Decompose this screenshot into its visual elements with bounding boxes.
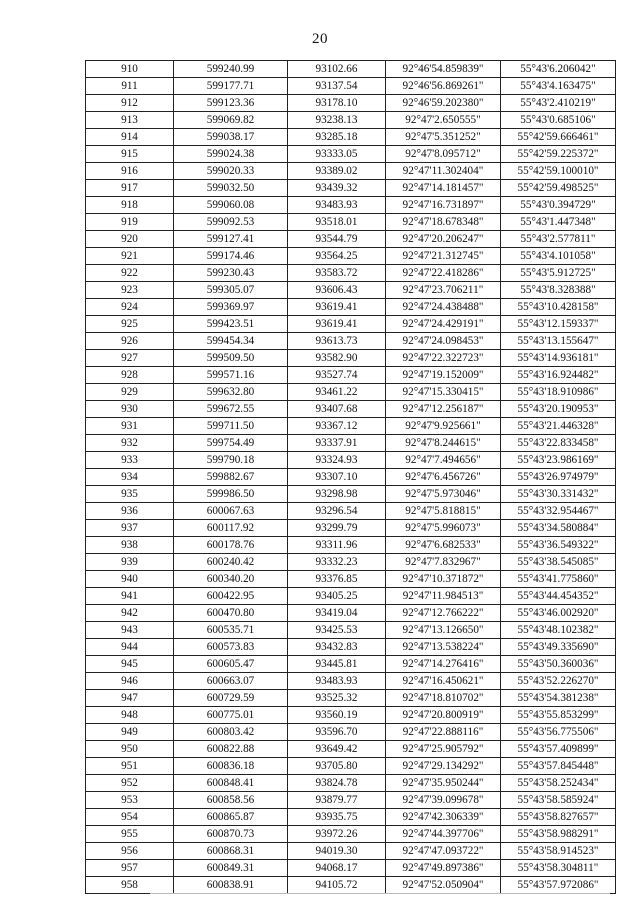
point-number-cell: 927 — [86, 350, 174, 367]
latitude-cell: 55°43'58.988291" — [501, 826, 616, 843]
y-coordinate-cell: 93525.32 — [288, 690, 386, 707]
point-number-cell: 915 — [86, 146, 174, 163]
y-coordinate-cell: 93425.53 — [288, 622, 386, 639]
x-coordinate-cell: 599060.08 — [174, 197, 288, 214]
x-coordinate-cell: 599790.18 — [174, 452, 288, 469]
page-number: 20 — [312, 31, 328, 47]
latitude-cell: 55°43'20.190953" — [501, 401, 616, 418]
latitude-cell: 55°43'23.986169" — [501, 452, 616, 469]
x-coordinate-cell: 599754.49 — [174, 435, 288, 452]
longitude-cell: 92°47'18.678348" — [386, 214, 501, 231]
table-row — [86, 350, 616, 367]
x-coordinate-cell: 600573.83 — [174, 639, 288, 656]
x-coordinate-cell: 600803.42 — [174, 724, 288, 741]
longitude-cell: 92°47'8.095712" — [386, 146, 501, 163]
x-coordinate-cell: 600470.80 — [174, 605, 288, 622]
point-number-cell: 948 — [86, 707, 174, 724]
latitude-cell: 55°43'4.101058" — [501, 248, 616, 265]
x-coordinate-cell: 600067.63 — [174, 503, 288, 520]
y-coordinate-cell: 93299.79 — [288, 520, 386, 537]
table-row — [86, 316, 616, 333]
point-number-cell: 955 — [86, 826, 174, 843]
latitude-cell: 55°43'4.163475" — [501, 78, 616, 95]
table-row — [86, 214, 616, 231]
table-row — [86, 537, 616, 554]
longitude-cell: 92°47'8.244615" — [386, 435, 501, 452]
table-row — [86, 180, 616, 197]
y-coordinate-cell: 93824.78 — [288, 775, 386, 792]
y-coordinate-cell: 93307.10 — [288, 469, 386, 486]
latitude-cell: 55°43'18.910986" — [501, 384, 616, 401]
point-number-cell: 932 — [86, 435, 174, 452]
point-number-cell: 919 — [86, 214, 174, 231]
table-row — [86, 554, 616, 571]
longitude-cell: 92°47'39.099678" — [386, 792, 501, 809]
y-coordinate-cell: 94019.30 — [288, 843, 386, 860]
longitude-cell: 92°47'20.800919" — [386, 707, 501, 724]
point-number-cell: 916 — [86, 163, 174, 180]
point-number-cell: 926 — [86, 333, 174, 350]
y-coordinate-cell: 94068.17 — [288, 860, 386, 877]
longitude-cell: 92°47'9.925661" — [386, 418, 501, 435]
y-coordinate-cell: 93333.05 — [288, 146, 386, 163]
coordinates-table — [85, 60, 616, 894]
latitude-cell: 55°43'57.845448" — [501, 758, 616, 775]
latitude-cell: 55°43'5.912725" — [501, 265, 616, 282]
y-coordinate-cell: 93619.41 — [288, 316, 386, 333]
table-row — [86, 129, 616, 146]
point-number-cell: 933 — [86, 452, 174, 469]
x-coordinate-cell: 600422.95 — [174, 588, 288, 605]
point-number-cell: 947 — [86, 690, 174, 707]
x-coordinate-cell: 600865.87 — [174, 809, 288, 826]
longitude-cell: 92°47'6.682533" — [386, 537, 501, 554]
x-coordinate-cell: 600117.92 — [174, 520, 288, 537]
latitude-cell: 55°43'58.304811" — [501, 860, 616, 877]
table-row — [86, 282, 616, 299]
point-number-cell: 938 — [86, 537, 174, 554]
x-coordinate-cell: 600868.31 — [174, 843, 288, 860]
longitude-cell: 92°46'56.869261" — [386, 78, 501, 95]
table-row — [86, 588, 616, 605]
y-coordinate-cell: 93298.98 — [288, 486, 386, 503]
x-coordinate-cell: 599632.80 — [174, 384, 288, 401]
point-number-cell: 944 — [86, 639, 174, 656]
longitude-cell: 92°47'6.456726" — [386, 469, 501, 486]
x-coordinate-cell: 599127.41 — [174, 231, 288, 248]
longitude-cell: 92°47'24.438488" — [386, 299, 501, 316]
table-row — [86, 401, 616, 418]
longitude-cell: 92°47'25.905792" — [386, 741, 501, 758]
point-number-cell: 939 — [86, 554, 174, 571]
latitude-cell: 55°42'59.225372" — [501, 146, 616, 163]
latitude-cell: 55°43'22.833458" — [501, 435, 616, 452]
table-row — [86, 78, 616, 95]
table-row — [86, 333, 616, 350]
y-coordinate-cell: 93596.70 — [288, 724, 386, 741]
point-number-cell: 943 — [86, 622, 174, 639]
longitude-cell: 92°47'13.538224" — [386, 639, 501, 656]
latitude-cell: 55°43'48.102382" — [501, 622, 616, 639]
latitude-cell: 55°43'49.335690" — [501, 639, 616, 656]
point-number-cell: 940 — [86, 571, 174, 588]
y-coordinate-cell: 93285.18 — [288, 129, 386, 146]
table-row — [86, 571, 616, 588]
table-row — [86, 452, 616, 469]
y-coordinate-cell: 93178.10 — [288, 95, 386, 112]
point-number-cell: 942 — [86, 605, 174, 622]
longitude-cell: 92°47'15.330415" — [386, 384, 501, 401]
x-coordinate-cell: 599509.50 — [174, 350, 288, 367]
y-coordinate-cell: 93296.54 — [288, 503, 386, 520]
latitude-cell: 55°43'14.936181" — [501, 350, 616, 367]
longitude-cell: 92°47'23.706211" — [386, 282, 501, 299]
latitude-cell: 55°43'44.454352" — [501, 588, 616, 605]
y-coordinate-cell: 93582.90 — [288, 350, 386, 367]
longitude-cell: 92°47'7.494656" — [386, 452, 501, 469]
y-coordinate-cell: 93432.83 — [288, 639, 386, 656]
point-number-cell: 914 — [86, 129, 174, 146]
y-coordinate-cell: 93137.54 — [288, 78, 386, 95]
x-coordinate-cell: 599032.50 — [174, 180, 288, 197]
x-coordinate-cell: 600838.91 — [174, 877, 288, 894]
table-row — [86, 418, 616, 435]
x-coordinate-cell: 599369.97 — [174, 299, 288, 316]
point-number-cell: 913 — [86, 112, 174, 129]
longitude-cell: 92°46'59.202380" — [386, 95, 501, 112]
y-coordinate-cell: 93972.26 — [288, 826, 386, 843]
longitude-cell: 92°47'24.098453" — [386, 333, 501, 350]
table-row — [86, 503, 616, 520]
x-coordinate-cell: 599038.17 — [174, 129, 288, 146]
table-row — [86, 707, 616, 724]
latitude-cell: 55°43'0.394729" — [501, 197, 616, 214]
table-row — [86, 197, 616, 214]
longitude-cell: 92°46'54.859839" — [386, 61, 501, 78]
longitude-cell: 92°47'18.810702" — [386, 690, 501, 707]
latitude-cell: 55°43'1.447348" — [501, 214, 616, 231]
longitude-cell: 92°47'5.973046" — [386, 486, 501, 503]
longitude-cell: 92°47'24.429191" — [386, 316, 501, 333]
longitude-cell: 92°47'22.322723" — [386, 350, 501, 367]
y-coordinate-cell: 93311.96 — [288, 537, 386, 554]
latitude-cell: 55°43'0.685106" — [501, 112, 616, 129]
longitude-cell: 92°47'5.818815" — [386, 503, 501, 520]
x-coordinate-cell: 600240.42 — [174, 554, 288, 571]
longitude-cell: 92°47'11.984513" — [386, 588, 501, 605]
point-number-cell: 912 — [86, 95, 174, 112]
x-coordinate-cell: 599571.16 — [174, 367, 288, 384]
table-row — [86, 265, 616, 282]
y-coordinate-cell: 93389.02 — [288, 163, 386, 180]
point-number-cell: 937 — [86, 520, 174, 537]
table-row — [86, 809, 616, 826]
latitude-cell: 55°43'57.409899" — [501, 741, 616, 758]
table-row — [86, 775, 616, 792]
point-number-cell: 917 — [86, 180, 174, 197]
latitude-cell: 55°43'16.924482" — [501, 367, 616, 384]
latitude-cell: 55°43'54.381238" — [501, 690, 616, 707]
latitude-cell: 55°43'41.775860" — [501, 571, 616, 588]
latitude-cell: 55°43'55.853299" — [501, 707, 616, 724]
latitude-cell: 55°43'58.914523" — [501, 843, 616, 860]
point-number-cell: 931 — [86, 418, 174, 435]
point-number-cell: 911 — [86, 78, 174, 95]
table-row — [86, 231, 616, 248]
latitude-cell: 55°43'13.155647" — [501, 333, 616, 350]
longitude-cell: 92°47'10.371872" — [386, 571, 501, 588]
y-coordinate-cell: 93367.12 — [288, 418, 386, 435]
longitude-cell: 92°47'12.256187" — [386, 401, 501, 418]
latitude-cell: 55°43'21.446328" — [501, 418, 616, 435]
x-coordinate-cell: 599305.07 — [174, 282, 288, 299]
table-row — [86, 843, 616, 860]
point-number-cell: 923 — [86, 282, 174, 299]
table-row — [86, 367, 616, 384]
latitude-cell: 55°43'52.226270" — [501, 673, 616, 690]
point-number-cell: 928 — [86, 367, 174, 384]
latitude-cell: 55°43'58.827657" — [501, 809, 616, 826]
longitude-cell: 92°47'11.302404" — [386, 163, 501, 180]
y-coordinate-cell: 93407.68 — [288, 401, 386, 418]
table-row — [86, 435, 616, 452]
y-coordinate-cell: 93705.80 — [288, 758, 386, 775]
y-coordinate-cell: 93483.93 — [288, 673, 386, 690]
y-coordinate-cell: 93337.91 — [288, 435, 386, 452]
y-coordinate-cell: 93461.22 — [288, 384, 386, 401]
longitude-cell: 92°47'2.650555" — [386, 112, 501, 129]
longitude-cell: 92°47'22.418286" — [386, 265, 501, 282]
x-coordinate-cell: 599240.99 — [174, 61, 288, 78]
x-coordinate-cell: 600729.59 — [174, 690, 288, 707]
y-coordinate-cell: 93324.93 — [288, 452, 386, 469]
point-number-cell: 930 — [86, 401, 174, 418]
longitude-cell: 92°47'16.450621" — [386, 673, 501, 690]
x-coordinate-cell: 600822.88 — [174, 741, 288, 758]
y-coordinate-cell: 93238.13 — [288, 112, 386, 129]
latitude-cell: 55°42'59.100010" — [501, 163, 616, 180]
table-row — [86, 724, 616, 741]
point-number-cell: 922 — [86, 265, 174, 282]
x-coordinate-cell: 599177.71 — [174, 78, 288, 95]
x-coordinate-cell: 599882.67 — [174, 469, 288, 486]
y-coordinate-cell: 93583.72 — [288, 265, 386, 282]
y-coordinate-cell: 93405.25 — [288, 588, 386, 605]
x-coordinate-cell: 600836.18 — [174, 758, 288, 775]
point-number-cell: 918 — [86, 197, 174, 214]
latitude-cell: 55°43'50.360036" — [501, 656, 616, 673]
longitude-cell: 92°47'7.832967" — [386, 554, 501, 571]
longitude-cell: 92°47'5.351252" — [386, 129, 501, 146]
x-coordinate-cell: 599123.36 — [174, 95, 288, 112]
table-row — [86, 163, 616, 180]
point-number-cell: 921 — [86, 248, 174, 265]
latitude-cell: 55°43'58.252434" — [501, 775, 616, 792]
point-number-cell: 958 — [86, 877, 174, 894]
y-coordinate-cell: 93619.41 — [288, 299, 386, 316]
table-row — [86, 826, 616, 843]
table-row — [86, 622, 616, 639]
latitude-cell: 55°43'26.974979" — [501, 469, 616, 486]
longitude-cell: 92°47'44.397706" — [386, 826, 501, 843]
y-coordinate-cell: 93332.23 — [288, 554, 386, 571]
table-row — [86, 146, 616, 163]
x-coordinate-cell: 599024.38 — [174, 146, 288, 163]
table-row — [86, 741, 616, 758]
longitude-cell: 92°47'14.276416" — [386, 656, 501, 673]
y-coordinate-cell: 93102.66 — [288, 61, 386, 78]
point-number-cell: 954 — [86, 809, 174, 826]
latitude-cell: 55°43'12.159337" — [501, 316, 616, 333]
y-coordinate-cell: 94105.72 — [288, 877, 386, 894]
x-coordinate-cell: 600870.73 — [174, 826, 288, 843]
x-coordinate-cell: 599092.53 — [174, 214, 288, 231]
latitude-cell: 55°43'46.002920" — [501, 605, 616, 622]
x-coordinate-cell: 599672.55 — [174, 401, 288, 418]
y-coordinate-cell: 93483.93 — [288, 197, 386, 214]
x-coordinate-cell: 600535.71 — [174, 622, 288, 639]
x-coordinate-cell: 599454.34 — [174, 333, 288, 350]
x-coordinate-cell: 599020.33 — [174, 163, 288, 180]
point-number-cell: 925 — [86, 316, 174, 333]
y-coordinate-cell: 93879.77 — [288, 792, 386, 809]
table-row — [86, 112, 616, 129]
table-row — [86, 860, 616, 877]
latitude-cell: 55°43'2.410219" — [501, 95, 616, 112]
y-coordinate-cell: 93560.19 — [288, 707, 386, 724]
table-row — [86, 486, 616, 503]
y-coordinate-cell: 93613.73 — [288, 333, 386, 350]
longitude-cell: 92°47'19.152009" — [386, 367, 501, 384]
y-coordinate-cell: 93376.85 — [288, 571, 386, 588]
table-row — [86, 384, 616, 401]
latitude-cell: 55°43'32.954467" — [501, 503, 616, 520]
point-number-cell: 920 — [86, 231, 174, 248]
y-coordinate-cell: 93419.04 — [288, 605, 386, 622]
table-row — [86, 61, 616, 78]
y-coordinate-cell: 93606.43 — [288, 282, 386, 299]
point-number-cell: 946 — [86, 673, 174, 690]
point-number-cell: 949 — [86, 724, 174, 741]
point-number-cell: 945 — [86, 656, 174, 673]
x-coordinate-cell: 599423.51 — [174, 316, 288, 333]
latitude-cell: 55°43'56.775506" — [501, 724, 616, 741]
point-number-cell: 935 — [86, 486, 174, 503]
table-row — [86, 673, 616, 690]
latitude-cell: 55°43'57.972086" — [501, 877, 616, 894]
longitude-cell: 92°47'14.181457" — [386, 180, 501, 197]
x-coordinate-cell: 600340.20 — [174, 571, 288, 588]
latitude-cell: 55°42'59.666461" — [501, 129, 616, 146]
longitude-cell: 92°47'47.093722" — [386, 843, 501, 860]
table-row — [86, 605, 616, 622]
y-coordinate-cell: 93649.42 — [288, 741, 386, 758]
longitude-cell: 92°47'52.050904" — [386, 877, 501, 894]
latitude-cell: 55°43'34.580884" — [501, 520, 616, 537]
longitude-cell: 92°47'21.312745" — [386, 248, 501, 265]
bottom-rule — [150, 893, 610, 894]
table-row — [86, 248, 616, 265]
point-number-cell: 953 — [86, 792, 174, 809]
y-coordinate-cell: 93439.32 — [288, 180, 386, 197]
latitude-cell: 55°43'2.577811" — [501, 231, 616, 248]
table-row — [86, 877, 616, 894]
longitude-cell: 92°47'12.766222" — [386, 605, 501, 622]
y-coordinate-cell: 93527.74 — [288, 367, 386, 384]
longitude-cell: 92°47'35.950244" — [386, 775, 501, 792]
longitude-cell: 92°47'5.996073" — [386, 520, 501, 537]
y-coordinate-cell: 93518.01 — [288, 214, 386, 231]
y-coordinate-cell: 93564.25 — [288, 248, 386, 265]
point-number-cell: 950 — [86, 741, 174, 758]
latitude-cell: 55°43'8.328388" — [501, 282, 616, 299]
latitude-cell: 55°43'58.585924" — [501, 792, 616, 809]
table-row — [86, 656, 616, 673]
point-number-cell: 951 — [86, 758, 174, 775]
x-coordinate-cell: 600605.47 — [174, 656, 288, 673]
x-coordinate-cell: 600663.07 — [174, 673, 288, 690]
point-number-cell: 941 — [86, 588, 174, 605]
point-number-cell: 924 — [86, 299, 174, 316]
point-number-cell: 934 — [86, 469, 174, 486]
y-coordinate-cell: 93445.81 — [288, 656, 386, 673]
longitude-cell: 92°47'42.306339" — [386, 809, 501, 826]
longitude-cell: 92°47'13.126650" — [386, 622, 501, 639]
table-row — [86, 758, 616, 775]
latitude-cell: 55°43'36.549322" — [501, 537, 616, 554]
point-number-cell: 929 — [86, 384, 174, 401]
point-number-cell: 957 — [86, 860, 174, 877]
point-number-cell: 936 — [86, 503, 174, 520]
x-coordinate-cell: 600178.76 — [174, 537, 288, 554]
table-row — [86, 792, 616, 809]
longitude-cell: 92°47'20.206247" — [386, 231, 501, 248]
longitude-cell: 92°47'22.888116" — [386, 724, 501, 741]
x-coordinate-cell: 599174.46 — [174, 248, 288, 265]
point-number-cell: 952 — [86, 775, 174, 792]
x-coordinate-cell: 600858.56 — [174, 792, 288, 809]
x-coordinate-cell: 600848.41 — [174, 775, 288, 792]
x-coordinate-cell: 599986.50 — [174, 486, 288, 503]
longitude-cell: 92°47'29.134292" — [386, 758, 501, 775]
table-row — [86, 469, 616, 486]
latitude-cell: 55°43'30.331432" — [501, 486, 616, 503]
x-coordinate-cell: 599230.43 — [174, 265, 288, 282]
latitude-cell: 55°43'38.545085" — [501, 554, 616, 571]
x-coordinate-cell: 600775.01 — [174, 707, 288, 724]
longitude-cell: 92°47'49.897386" — [386, 860, 501, 877]
point-number-cell: 910 — [86, 61, 174, 78]
table-row — [86, 520, 616, 537]
coordinates-table-body — [86, 61, 616, 894]
y-coordinate-cell: 93935.75 — [288, 809, 386, 826]
x-coordinate-cell: 600849.31 — [174, 860, 288, 877]
latitude-cell: 55°43'6.206042" — [501, 61, 616, 78]
table-row — [86, 95, 616, 112]
table-row — [86, 299, 616, 316]
x-coordinate-cell: 599711.50 — [174, 418, 288, 435]
latitude-cell: 55°43'10.428158" — [501, 299, 616, 316]
y-coordinate-cell: 93544.79 — [288, 231, 386, 248]
table-row — [86, 690, 616, 707]
point-number-cell: 956 — [86, 843, 174, 860]
table-row — [86, 639, 616, 656]
longitude-cell: 92°47'16.731897" — [386, 197, 501, 214]
latitude-cell: 55°42'59.498525" — [501, 180, 616, 197]
x-coordinate-cell: 599069.82 — [174, 112, 288, 129]
